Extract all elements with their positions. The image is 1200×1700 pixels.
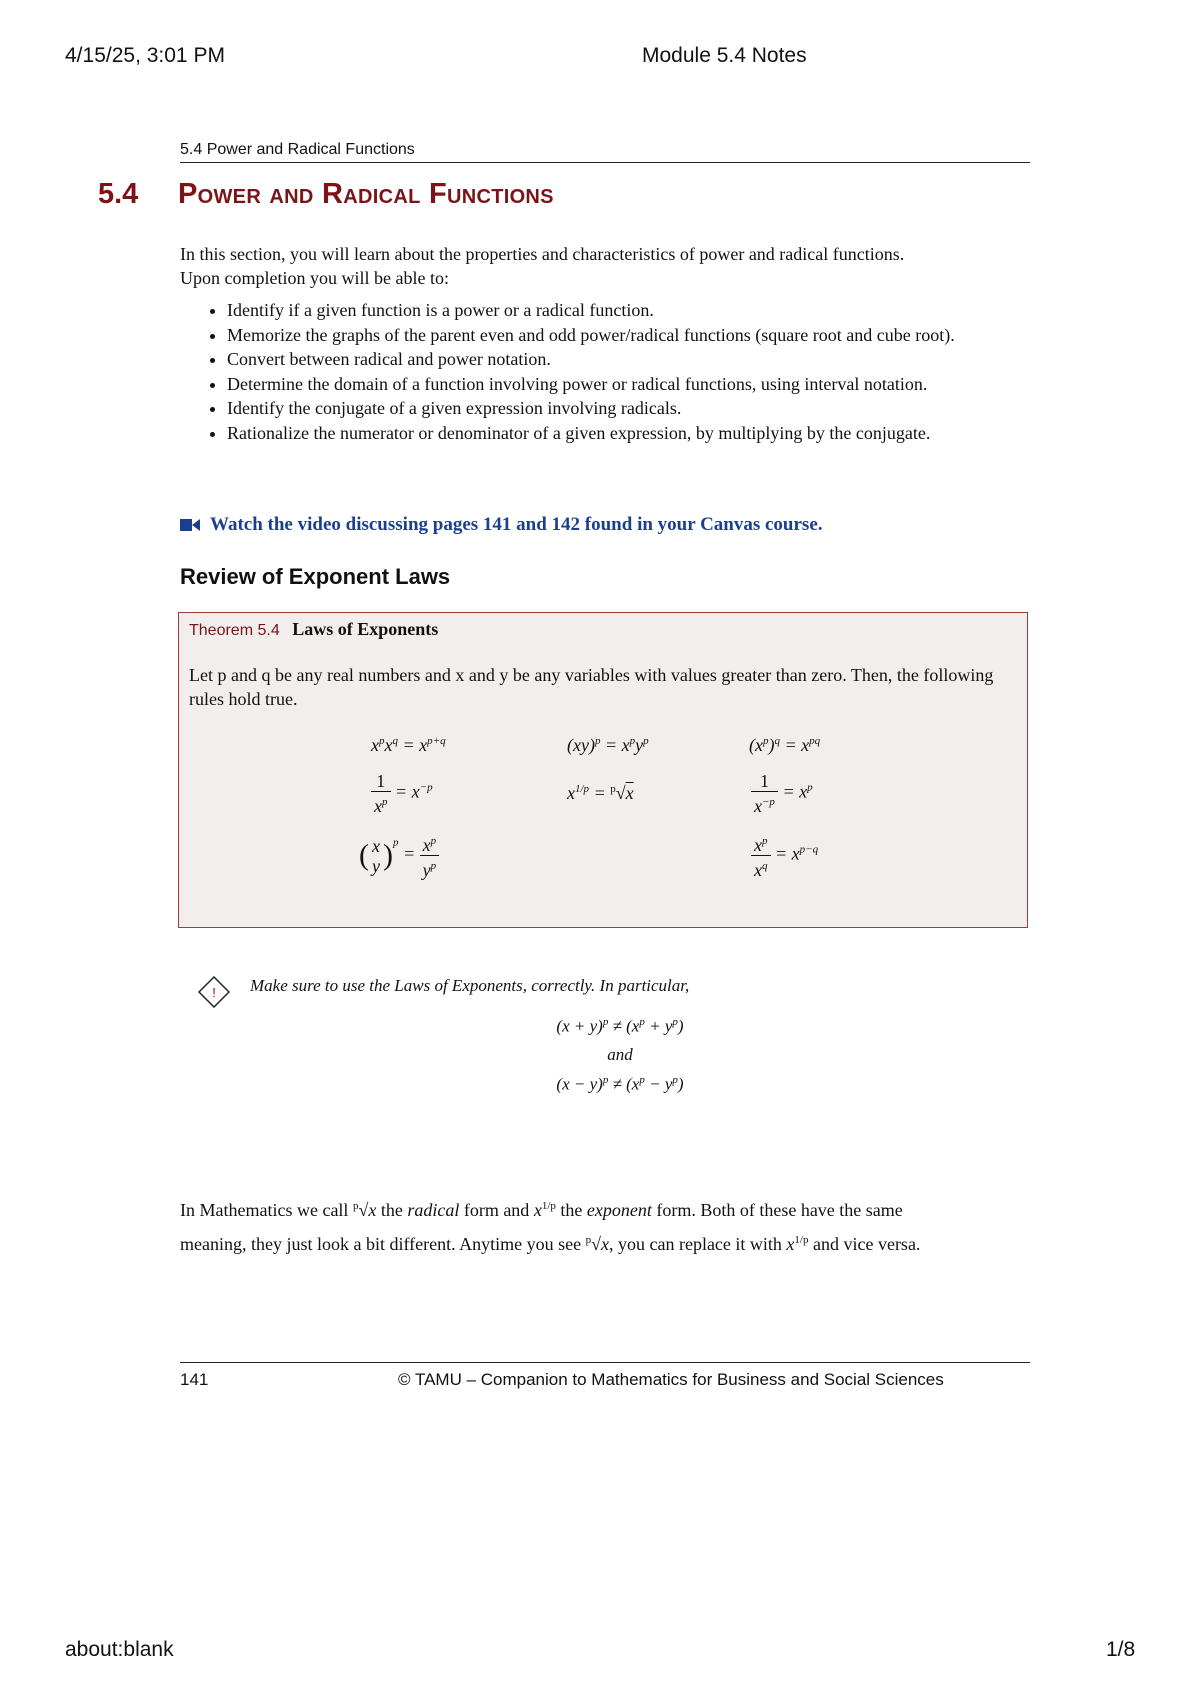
page-number: 141 <box>180 1370 209 1389</box>
print-url: about:blank <box>65 1638 174 1661</box>
law-rational-exponent: $x^{1/p} = ^p√x$ <box>567 783 634 803</box>
copyright-notice: © TAMU – Companion to Mathematics for Business and Social Sciences <box>398 1370 944 1389</box>
svg-text:!: ! <box>212 985 216 1000</box>
objective-item: • Convert between radical and power notation. <box>227 347 1057 372</box>
exponent-notation: $x^{1/p}$ <box>786 1234 809 1254</box>
closing-text: form. Both of these have the same <box>656 1200 903 1220</box>
theorem-name: Laws of Exponents <box>292 619 439 639</box>
warning-eq-sum: $(x + y)^p \ne (x^p + y^p)$ <box>556 1016 684 1036</box>
print-doc-title: Module 5.4 Notes <box>642 44 807 67</box>
closing-text: meaning, they just look a bit different. Anytime you see <box>180 1234 582 1254</box>
theorem-text: Let p and q be any real numbers and x and y be any variables with values greater than zero. Then, the following rules hold true. <box>189 665 994 709</box>
intro-line-2: Upon completion you will be able to: <box>180 268 449 288</box>
theorem-label: Theorem 5.4 <box>189 622 280 639</box>
radical-notation: $^p$√x <box>585 1234 609 1254</box>
intro-line-1: In this section, you will learn about the properties and characteristics of power and radical functions. <box>180 244 905 264</box>
running-header: 5.4 Power and Radical Functions <box>180 141 1030 163</box>
closing-text: , you can replace it with <box>608 1234 782 1254</box>
exponent-notation: $x^{1/p}$ <box>533 1200 556 1220</box>
law-power-of-quotient: ( x y )$^p$ = $\frac{x^p}{y^p}$ <box>359 831 439 880</box>
closing-text: the <box>380 1200 403 1220</box>
review-heading: Review of Exponent Laws <box>180 564 451 589</box>
radical-term: radical <box>407 1200 460 1220</box>
law-reciprocal-negative: $\frac{1}{x^{-p}}$ = $x^p$ <box>751 771 813 816</box>
law-power-of-product: $(xy)^p = x^py^p$ <box>567 735 649 755</box>
warning-and: and <box>607 1045 633 1064</box>
section-number: 5.4 <box>98 178 139 210</box>
law-power-of-power: $(x^p)^q = x^{pq}$ <box>749 735 821 755</box>
law-quotient-same-base: $\frac{x^p}{x^q}$ = $x^{p-q}$ <box>751 831 818 880</box>
intro-paragraph <box>180 242 1030 290</box>
objectives-list <box>205 298 1057 445</box>
closing-text: form and <box>463 1200 530 1220</box>
theorem-heading <box>189 619 438 640</box>
closing-paragraph <box>180 1191 1040 1259</box>
closing-line-2 <box>180 1225 1040 1259</box>
objective-item: • Identify if a given function is a power or a radical function. <box>227 298 1057 323</box>
warning-eq-difference: $(x - y)^p \ne (x^p - y^p)$ <box>556 1074 684 1094</box>
objective-item: • Memorize the graphs of the parent even and odd power/radical functions (square root and cube root). <box>227 323 1057 348</box>
closing-text: and vice versa. <box>812 1234 921 1254</box>
video-camera-icon <box>180 518 200 532</box>
print-datetime: 4/15/25, 3:01 PM <box>65 44 225 67</box>
video-link[interactable] <box>180 514 823 536</box>
footer-rule <box>180 1362 1030 1363</box>
theorem-box <box>178 612 1028 928</box>
closing-line-1 <box>180 1191 1040 1225</box>
closing-text: In Mathematics we call <box>180 1200 349 1220</box>
warning-text: Make sure to use the Laws of Exponents, correctly. In particular, <box>250 976 690 995</box>
law-product-same-base: $x^px^q = x^{p+q}$ <box>371 735 446 755</box>
print-page-count: 1/8 <box>1106 1638 1136 1661</box>
objective-item: • Determine the domain of a function involving power or radical functions, using interval notation. <box>227 372 1057 397</box>
objective-item: • Identify the conjugate of a given expression involving radicals. <box>227 396 1057 421</box>
section-title: Power and Radical Functions <box>178 178 554 210</box>
closing-text: the <box>560 1200 583 1220</box>
warning-icon <box>198 976 230 1008</box>
objective-item: • Rationalize the numerator or denominator of a given expression, by multiplying by the conjugate. <box>227 421 1057 446</box>
exponent-term: exponent <box>586 1200 652 1220</box>
law-negative-exponent: $\frac{1}{x^p}$ = $x^{-p}$ <box>371 771 433 816</box>
radical-notation: $^p$√x <box>352 1200 377 1220</box>
video-link-text[interactable]: Watch the video discussing pages 141 and 142 found in your Canvas course. <box>210 514 823 535</box>
